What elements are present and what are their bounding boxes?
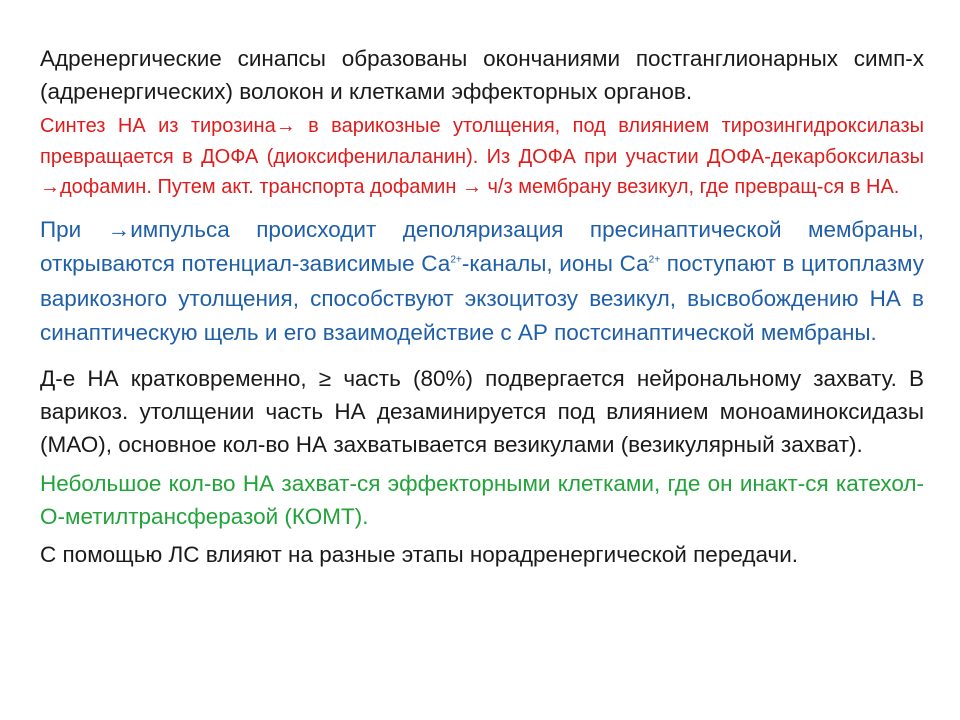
paragraph-drugs: С помощью ЛС влияют на разные этапы норадренергической передачи. xyxy=(40,541,799,567)
calcium-charge-2: 2+ xyxy=(648,254,661,266)
paragraph-reuptake: Д-е НА кратковременно, ≥ часть (80%) подвергается нейрональному захвату. В варикоз. утолщении часть НА дезаминируется под влиянием моноаминоксидазы (МАО), основное кол-во НА захватывается везикулами (везикулярный захват). xyxy=(40,365,924,457)
calcium-charge-1: 2+ xyxy=(450,254,462,266)
impulse-text-part-2: -каналы, ионы Са xyxy=(461,251,649,276)
paragraph-comt: Небольшое кол-во НА захват-ся эффекторными клетками, где он инакт-ся катехол-О-метилтрансферазой (КОМТ). xyxy=(40,470,924,529)
impulse-text-part-1: При →импульса происходит деполяризация пресинаптической мембраны, открываются потенциал-зависимые Са xyxy=(40,216,924,276)
slide-content xyxy=(40,42,924,571)
paragraph-synthesis: Синтез НА из тирозина→ в варикозные утолщения, под влиянием тирозингидроксилазы превращается в ДОФА (диоксифенилаланин). Из ДОФА при участии ДОФА-декарбоксилазы →дофамин. Путем акт. транспорта дофамин → ч/з мембрану везикул, где превращ-ся в НА. xyxy=(40,115,924,198)
paragraph-adrenergic-synapses: Адренергические синапсы образованы окончаниями постганглионарных симп-х (адренергических) волокон и клетками эффекторных органов. xyxy=(40,46,924,104)
impulse-text-part-3: поступают в цитоплазму варикозного утолщения, способствуют экзоцитозу везикул, высвобождению НА в синаптическую щель и его взаимодействие с АР постсинаптической мембраны. xyxy=(40,251,924,345)
paragraph-impulse xyxy=(40,213,924,351)
